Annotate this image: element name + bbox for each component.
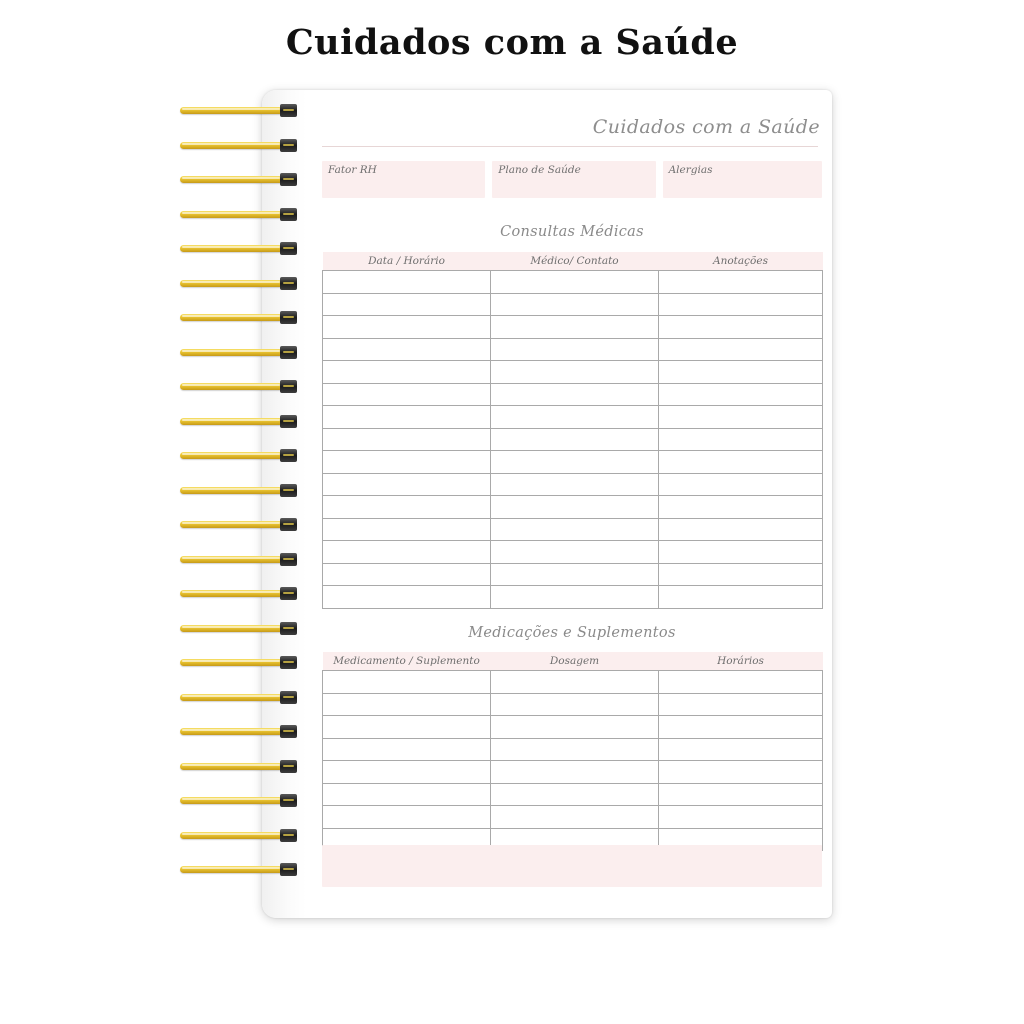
cell-data-horario[interactable] xyxy=(323,473,491,496)
table-header-row xyxy=(323,652,823,671)
spiral-ring-wire xyxy=(180,349,288,356)
table-row[interactable] xyxy=(323,716,823,739)
cell-medico-contato[interactable] xyxy=(491,473,659,496)
spiral-ring-clip xyxy=(280,518,297,531)
spiral-ring-clip xyxy=(280,553,297,566)
spiral-ring xyxy=(180,311,298,324)
cell-data-horario[interactable] xyxy=(323,338,491,361)
table-consultas-medicas xyxy=(322,252,823,609)
field-fator-rh[interactable] xyxy=(322,161,485,198)
cell-medico-contato[interactable] xyxy=(491,541,659,564)
spiral-ring-clip xyxy=(280,311,297,324)
spiral-ring xyxy=(180,242,298,255)
field-alergias[interactable] xyxy=(663,161,822,198)
column-header-data-horario: Data / Horário xyxy=(323,252,491,271)
field-fator-rh-label: Fator RH xyxy=(328,164,377,176)
spiral-ring-wire xyxy=(180,590,288,597)
spiral-ring-clip xyxy=(280,139,297,152)
table-row[interactable] xyxy=(323,806,823,829)
spiral-ring-clip xyxy=(280,277,297,290)
table-row[interactable] xyxy=(323,761,823,784)
cell-anotacoes[interactable] xyxy=(659,361,823,384)
cell-data-horario[interactable] xyxy=(323,271,491,294)
spiral-ring xyxy=(180,139,298,152)
cell-anotacoes[interactable] xyxy=(659,428,823,451)
cell-anotacoes[interactable] xyxy=(659,496,823,519)
table-row[interactable] xyxy=(323,383,823,406)
spiral-ring xyxy=(180,691,298,704)
cell-medicamento[interactable] xyxy=(323,806,491,829)
spiral-ring xyxy=(180,760,298,773)
spiral-ring-wire xyxy=(180,245,288,252)
cell-medico-contato[interactable] xyxy=(491,271,659,294)
spiral-ring-clip xyxy=(280,415,297,428)
field-plano-de-saude[interactable] xyxy=(492,161,655,198)
cell-data-horario[interactable] xyxy=(323,383,491,406)
spiral-ring xyxy=(180,380,298,393)
spiral-ring-clip xyxy=(280,725,297,738)
cell-medicamento[interactable] xyxy=(323,761,491,784)
cell-medico-contato[interactable] xyxy=(491,563,659,586)
table-row[interactable] xyxy=(323,406,823,429)
section-heading-consultas: Consultas Médicas xyxy=(500,224,644,240)
spiral-ring-clip xyxy=(280,829,297,842)
spiral-ring xyxy=(180,553,298,566)
table-medicacoes-suplementos xyxy=(322,652,823,851)
field-plano-de-saude-label: Plano de Saúde xyxy=(498,164,581,176)
cell-anotacoes[interactable] xyxy=(659,383,823,406)
cell-dosagem[interactable] xyxy=(491,738,659,761)
section-heading-medicacoes: Medicações e Suplementos xyxy=(468,625,676,641)
cell-medico-contato[interactable] xyxy=(491,406,659,429)
cell-anotacoes[interactable] xyxy=(659,316,823,339)
spiral-ring-clip xyxy=(280,104,297,117)
cell-horarios[interactable] xyxy=(659,671,823,694)
notebook-page xyxy=(262,90,832,918)
spiral-ring-wire xyxy=(180,314,288,321)
cell-medico-contato[interactable] xyxy=(491,293,659,316)
cell-data-horario[interactable] xyxy=(323,316,491,339)
table-header-row xyxy=(323,252,823,271)
cell-dosagem[interactable] xyxy=(491,716,659,739)
table-row[interactable] xyxy=(323,361,823,384)
cell-medicamento[interactable] xyxy=(323,716,491,739)
spiral-ring xyxy=(180,587,298,600)
cell-data-horario[interactable] xyxy=(323,293,491,316)
spiral-ring-clip xyxy=(280,622,297,635)
cell-medico-contato[interactable] xyxy=(491,586,659,609)
spiral-ring-clip xyxy=(280,242,297,255)
cell-medicamento[interactable] xyxy=(323,693,491,716)
column-header-medicamento-suplemento: Medicamento / Suplemento xyxy=(323,652,491,671)
spiral-ring-wire xyxy=(180,763,288,770)
cell-data-horario[interactable] xyxy=(323,496,491,519)
cell-anotacoes[interactable] xyxy=(659,451,823,474)
cell-anotacoes[interactable] xyxy=(659,541,823,564)
cell-medico-contato[interactable] xyxy=(491,451,659,474)
spiral-ring xyxy=(180,277,298,290)
spiral-ring-wire xyxy=(180,728,288,735)
spiral-ring xyxy=(180,415,298,428)
table-row[interactable] xyxy=(323,518,823,541)
spiral-ring xyxy=(180,449,298,462)
spiral-ring-wire xyxy=(180,866,288,873)
spiral-ring-clip xyxy=(280,346,297,359)
cell-data-horario[interactable] xyxy=(323,586,491,609)
table-row[interactable] xyxy=(323,338,823,361)
spiral-ring-clip xyxy=(280,208,297,221)
spiral-ring xyxy=(180,622,298,635)
spiral-ring-wire xyxy=(180,107,288,114)
header-divider xyxy=(322,146,818,147)
planner-sheet xyxy=(308,90,832,918)
spiral-ring-wire xyxy=(180,142,288,149)
spiral-ring-wire xyxy=(180,521,288,528)
spiral-ring-clip xyxy=(280,760,297,773)
cell-horarios[interactable] xyxy=(659,783,823,806)
table-row[interactable] xyxy=(323,783,823,806)
spiral-ring xyxy=(180,656,298,669)
column-header-horarios: Horários xyxy=(659,652,823,671)
spiral-ring xyxy=(180,863,298,876)
cell-dosagem[interactable] xyxy=(491,806,659,829)
spiral-ring-wire xyxy=(180,832,288,839)
spiral-ring xyxy=(180,104,298,117)
spiral-ring xyxy=(180,725,298,738)
cell-dosagem[interactable] xyxy=(491,783,659,806)
cell-anotacoes[interactable] xyxy=(659,586,823,609)
table-row[interactable] xyxy=(323,563,823,586)
spiral-ring xyxy=(180,518,298,531)
cell-anotacoes[interactable] xyxy=(659,518,823,541)
table-row[interactable] xyxy=(323,738,823,761)
cell-anotacoes[interactable] xyxy=(659,293,823,316)
cell-data-horario[interactable] xyxy=(323,451,491,474)
spiral-ring-wire xyxy=(180,659,288,666)
spiral-ring-clip xyxy=(280,449,297,462)
cell-medico-contato[interactable] xyxy=(491,361,659,384)
spiral-ring-wire xyxy=(180,625,288,632)
table-row[interactable] xyxy=(323,473,823,496)
cell-medico-contato[interactable] xyxy=(491,383,659,406)
cell-horarios[interactable] xyxy=(659,738,823,761)
spiral-ring-wire xyxy=(180,556,288,563)
cell-anotacoes[interactable] xyxy=(659,406,823,429)
notes-box[interactable] xyxy=(322,845,822,887)
spiral-ring-wire xyxy=(180,280,288,287)
table-row[interactable] xyxy=(323,496,823,519)
spiral-ring xyxy=(180,173,298,186)
document-header-title: Cuidados com a Saúde xyxy=(592,116,820,138)
spiral-ring-wire xyxy=(180,418,288,425)
spiral-ring-clip xyxy=(280,794,297,807)
spiral-ring-wire xyxy=(180,797,288,804)
cell-data-horario[interactable] xyxy=(323,541,491,564)
spiral-ring-wire xyxy=(180,176,288,183)
table-row[interactable] xyxy=(323,671,823,694)
cell-data-horario[interactable] xyxy=(323,428,491,451)
cell-medico-contato[interactable] xyxy=(491,316,659,339)
field-alergias-label: Alergias xyxy=(668,164,713,176)
cell-medico-contato[interactable] xyxy=(491,428,659,451)
spiral-ring-wire xyxy=(180,383,288,390)
page-title: Cuidados com a Saúde xyxy=(285,22,739,63)
table-row[interactable] xyxy=(323,541,823,564)
spiral-ring xyxy=(180,829,298,842)
spiral-ring-wire xyxy=(180,487,288,494)
cell-medico-contato[interactable] xyxy=(491,338,659,361)
cell-medico-contato[interactable] xyxy=(491,518,659,541)
spiral-ring-wire xyxy=(180,694,288,701)
cell-dosagem[interactable] xyxy=(491,693,659,716)
table-row[interactable] xyxy=(323,428,823,451)
table-row[interactable] xyxy=(323,293,823,316)
spiral-ring-wire xyxy=(180,211,288,218)
info-fields-row xyxy=(322,161,822,198)
cell-data-horario[interactable] xyxy=(323,563,491,586)
cell-medicamento[interactable] xyxy=(323,671,491,694)
spiral-ring-clip xyxy=(280,863,297,876)
spiral-ring xyxy=(180,484,298,497)
spiral-ring xyxy=(180,794,298,807)
cell-data-horario[interactable] xyxy=(323,518,491,541)
cell-anotacoes[interactable] xyxy=(659,473,823,496)
column-header-dosagem: Dosagem xyxy=(491,652,659,671)
cell-anotacoes[interactable] xyxy=(659,338,823,361)
column-header-anotacoes: Anotações xyxy=(659,252,823,271)
cell-dosagem[interactable] xyxy=(491,671,659,694)
cell-anotacoes[interactable] xyxy=(659,563,823,586)
cell-dosagem[interactable] xyxy=(491,761,659,784)
spiral-ring-clip xyxy=(280,587,297,600)
spiral-ring-clip xyxy=(280,380,297,393)
cell-medicamento[interactable] xyxy=(323,738,491,761)
table-row[interactable] xyxy=(323,693,823,716)
cell-horarios[interactable] xyxy=(659,806,823,829)
cell-data-horario[interactable] xyxy=(323,406,491,429)
spiral-ring-clip xyxy=(280,173,297,186)
spiral-binding xyxy=(180,104,310,894)
table-row[interactable] xyxy=(323,451,823,474)
spiral-ring xyxy=(180,208,298,221)
spiral-ring-clip xyxy=(280,484,297,497)
column-header-medico-contato: Médico/ Contato xyxy=(491,252,659,271)
cell-anotacoes[interactable] xyxy=(659,271,823,294)
cell-data-horario[interactable] xyxy=(323,361,491,384)
cell-horarios[interactable] xyxy=(659,693,823,716)
spiral-ring xyxy=(180,346,298,359)
cell-horarios[interactable] xyxy=(659,716,823,739)
spiral-ring-clip xyxy=(280,656,297,669)
spiral-ring-wire xyxy=(180,452,288,459)
cell-horarios[interactable] xyxy=(659,761,823,784)
cell-medicamento[interactable] xyxy=(323,783,491,806)
table-row[interactable] xyxy=(323,316,823,339)
spiral-ring-clip xyxy=(280,691,297,704)
table-row[interactable] xyxy=(323,586,823,609)
table-row[interactable] xyxy=(323,271,823,294)
cell-medico-contato[interactable] xyxy=(491,496,659,519)
